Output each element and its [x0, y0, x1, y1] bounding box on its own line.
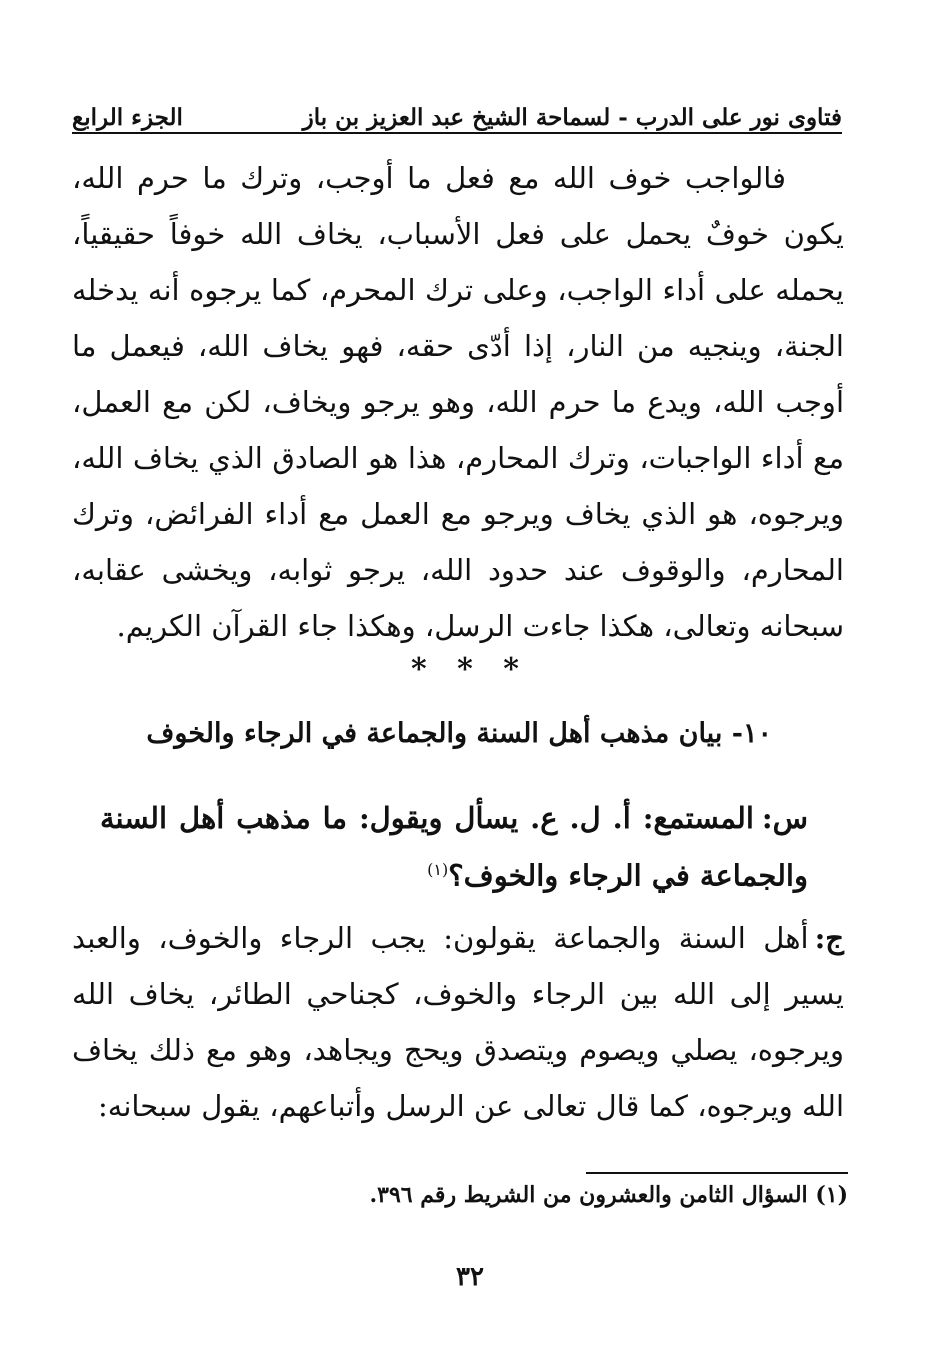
body-text — [72, 150, 844, 654]
body-paragraph: فالواجب خوف الله مع فعل ما أوجب، وترك ما حرم الله، يكون خوفٌ يحمل على فعل الأسباب، يخاف الله خوفاً حقيقياً، يحمله على أداء الواجب، وعلى ترك المحرم، كما يرجوه أنه يدخله الجنة، وينجيه من النار، إذا أدّى حقه، فهو يخاف الله، فيعمل ما أوجب الله، ويدع ما حرم الله، وهو يرجو ويخاف، لكن مع العمل، مع أداء الواجبات، وترك المحارم، هذا هو الصادق الذي يخاف الله، ويرجوه، هو الذي يخاف ويرجو مع العمل مع أداء الفرائض، وترك المحارم، والوقوف عند حدود الله، يرجو ثوابه، ويخشى عقابه، سبحانه وتعالى، هكذا جاءت الرسل، وهكذا جاء القرآن الكريم. — [72, 161, 844, 643]
footnote-divider — [586, 1172, 848, 1174]
question-label: س: — [761, 801, 808, 835]
answer-label: ج: — [814, 921, 844, 955]
answer-text: أهل السنة والجماعة يقولون: يجب الرجاء والخوف، والعبد يسير إلى الله بين الرجاء والخوف، كجناحي الطائر، يخاف الله ويرجوه، يصلي ويصوم ويتصدق ويحج ويجاهد، وهو مع ذلك يخاف الله ويرجوه، كما قال تعالى عن الرسل وأتباعهم، يقول سبحانه: — [72, 921, 844, 1123]
section-heading — [146, 718, 772, 749]
running-header — [72, 88, 842, 134]
answer-block — [72, 910, 844, 1134]
header-title — [303, 104, 842, 132]
footnote-reference: (١) — [427, 860, 449, 879]
question-text: المستمع: أ. ل. ع. يسأل ويقول: ما مذهب أهل السنة والجماعة في الرجاء والخوف؟ — [100, 801, 808, 893]
section-separator: * * * — [411, 652, 529, 687]
footnote: (١) السؤال الثامن والعشرون من الشريط رقم ٣٩٦. — [369, 1182, 848, 1208]
book-title: فتاوى نور على الدرب — [635, 104, 842, 132]
author-line: - لسماحة الشيخ عبد العزيز بن باز — [302, 104, 628, 132]
question-block — [100, 792, 808, 902]
section-number: ١٠- — [731, 718, 772, 749]
page-number: ٣٢ — [456, 1262, 484, 1292]
volume-label: الجزء الرابع — [72, 104, 183, 132]
section-title-text: بيان مذهب أهل السنة والجماعة في الرجاء والخوف — [146, 718, 723, 749]
